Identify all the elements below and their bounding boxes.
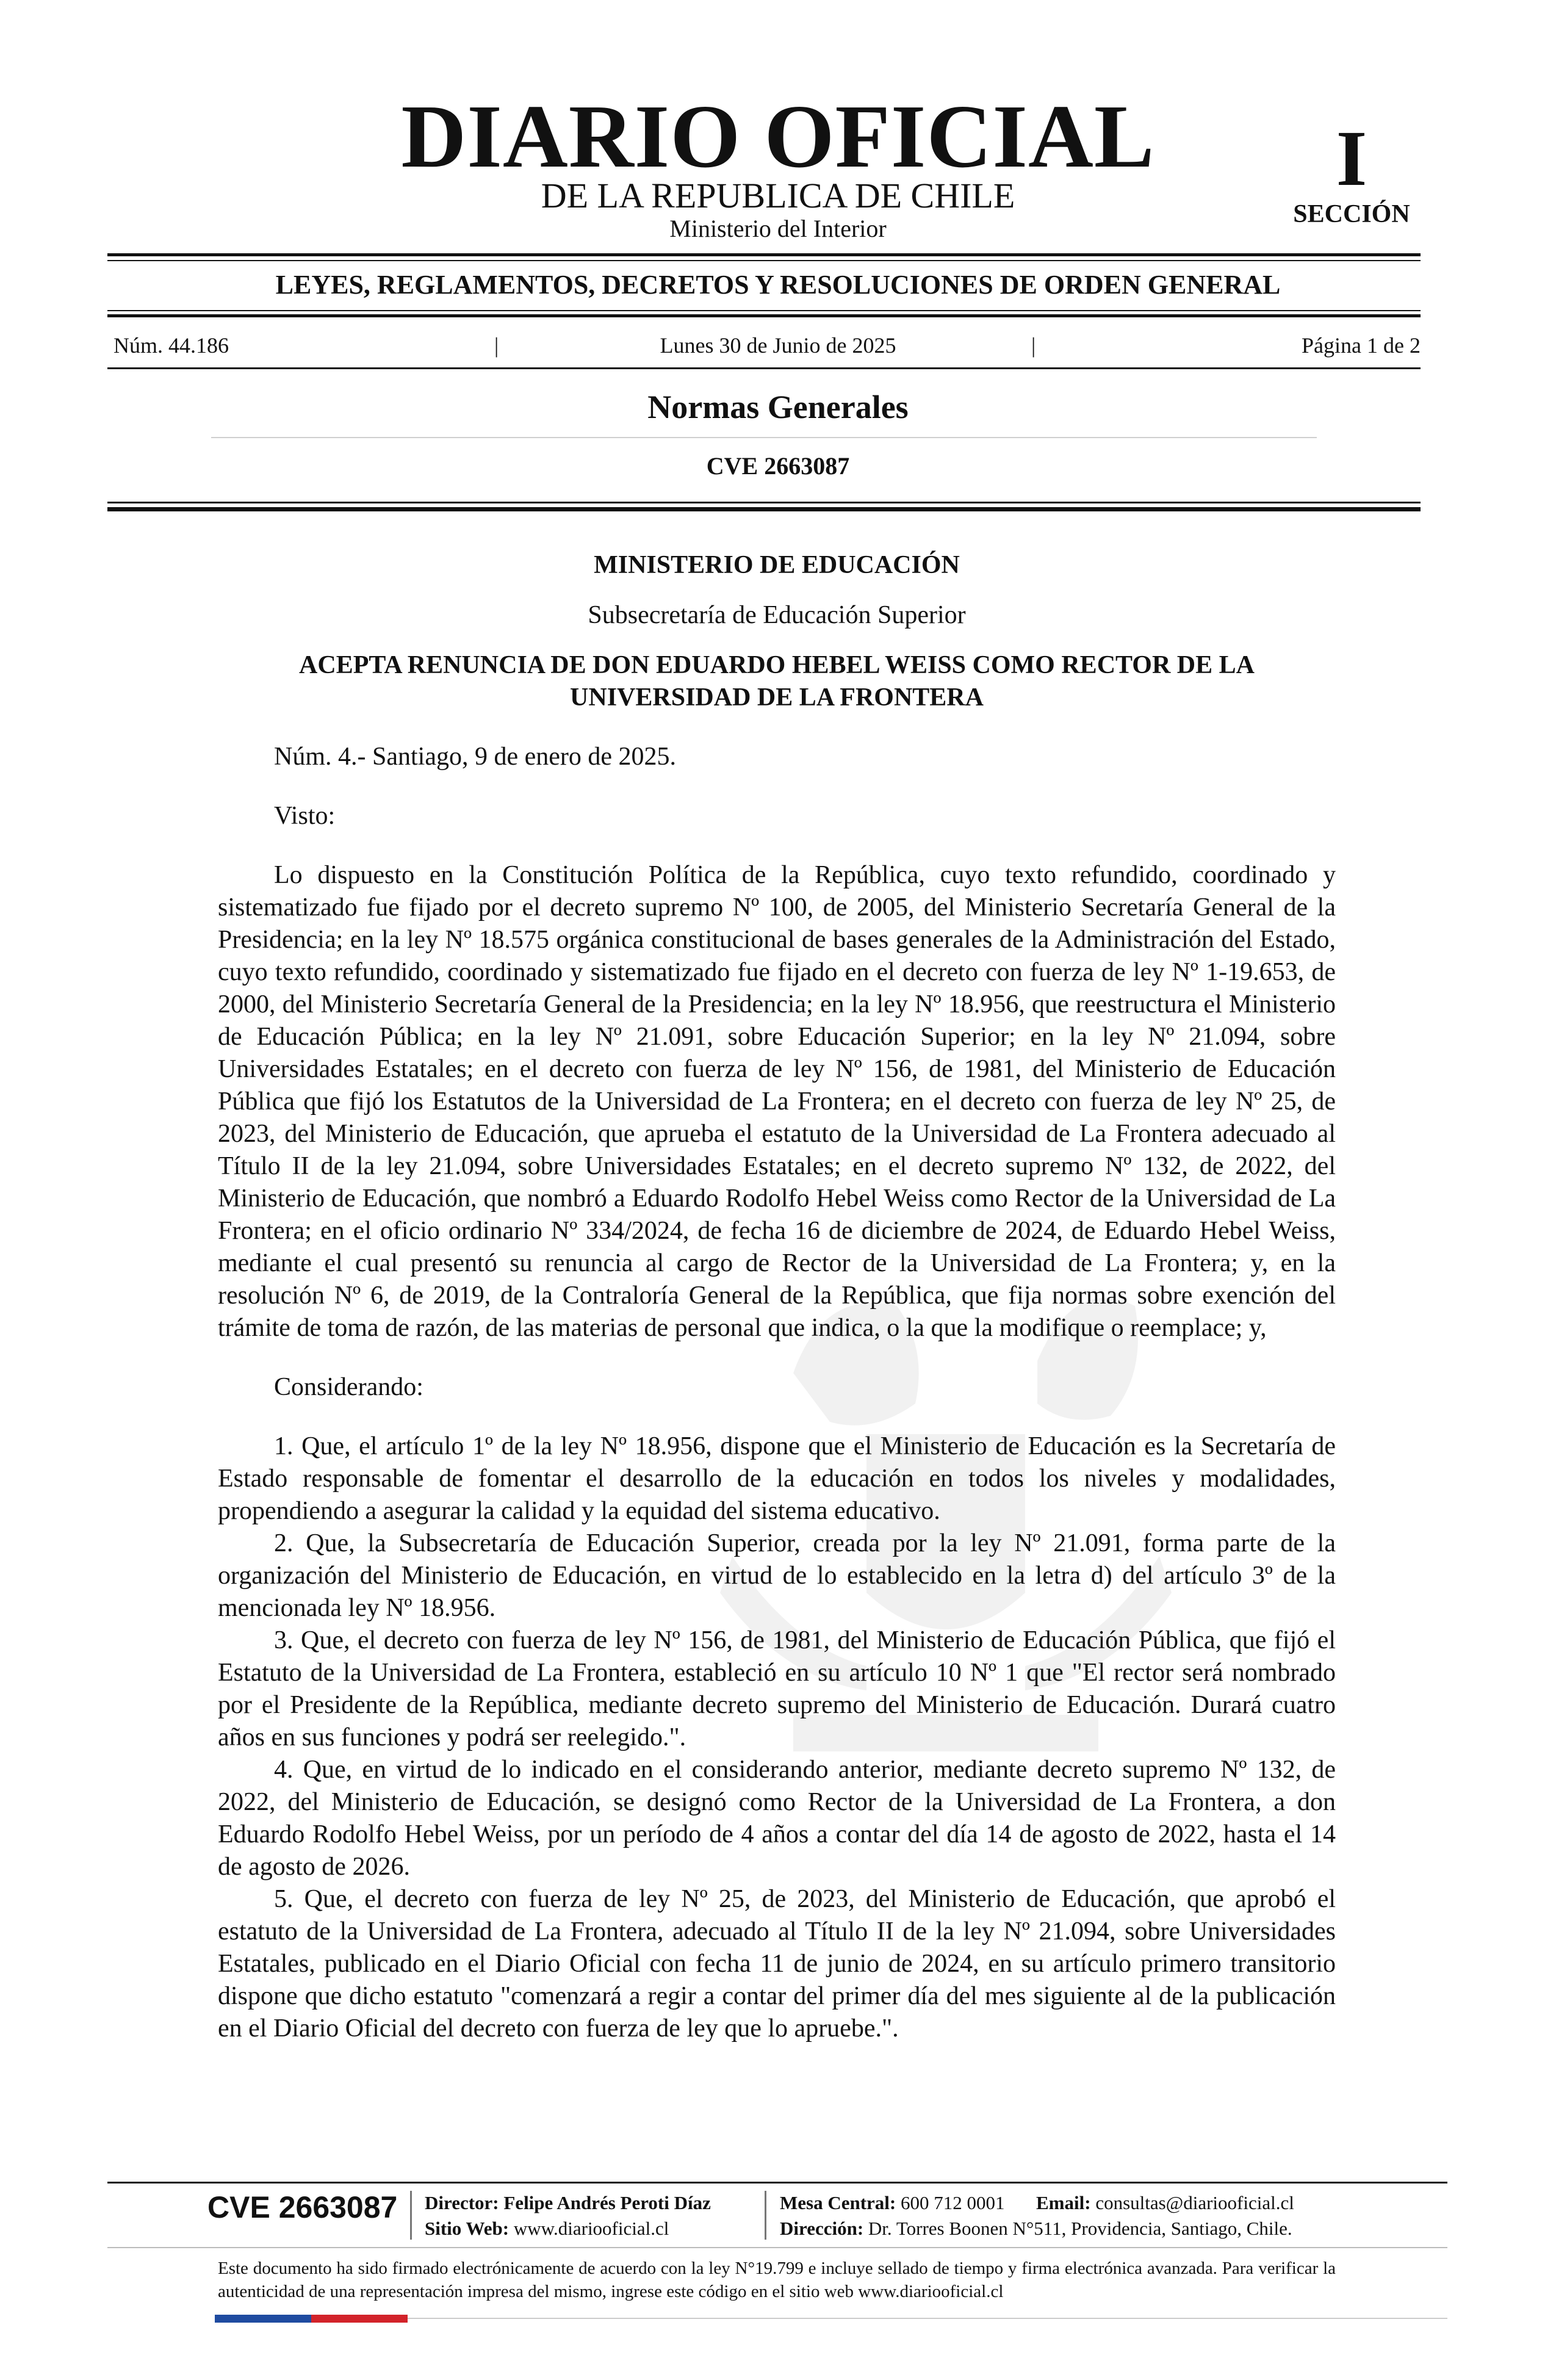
flag-stripe-red: [311, 2315, 408, 2323]
issue-page: Página 1 de 2: [1302, 333, 1421, 358]
masthead-rule-top: [107, 253, 1421, 256]
considerando-item: 1. Que, el artículo 1º de la ley Nº 18.956, dispone que el Ministerio de Educación es la Secretaría de Estado responsable de fomentar el desarrollo de la educación en todos los niveles y modalidades, propendiendo a asegurar la calidad y la equidad del sistema educativo.: [218, 1432, 1336, 1525]
footer-contact: [780, 2191, 1294, 2215]
considerando-item: 2. Que, la Subsecretaría de Educación Superior, creada por la ley Nº 21.091, forma parte de la organización del Ministerio de Educación, en virtud de lo establecido en la letra d) del artículo 3º de la mencionada ley Nº 18.956.: [218, 1529, 1336, 1622]
header-rule-thick: [107, 507, 1421, 511]
email-label: Email:: [1036, 2192, 1091, 2213]
website-label: Sitio Web:: [425, 2218, 510, 2239]
section-title-rule: [211, 437, 1317, 438]
phone-label: Mesa Central:: [780, 2192, 896, 2213]
issue-number: Núm. 44.186: [113, 333, 229, 358]
address-label: Dirección:: [780, 2218, 864, 2239]
legal-notice: Este documento ha sido firmado electrónicamente de acuerdo con la ley N°19.799 e incluye sellado de tiempo y firma electrónica avanzada. Para verificar la autenticidad de una representación impresa del mismo, ingrese este código en el sitio web www.diariooficial.cl: [218, 2259, 1336, 2301]
document-ministry: MINISTERIO DE EDUCACIÓN: [594, 551, 960, 579]
document-undersecretary: Subsecretaría de Educación Superior: [588, 601, 966, 629]
issue-date: Lunes 30 de Junio de 2025: [660, 333, 896, 358]
masthead-title: DIARIO OFICIAL: [401, 87, 1155, 187]
website-link[interactable]: www.diariooficial.cl: [513, 2218, 669, 2239]
section-title: Normas Generales: [647, 389, 909, 425]
banner-rule-thin: [107, 310, 1421, 311]
footer-divider: [765, 2191, 766, 2240]
footer-cve-code: CVE 2663087: [207, 2190, 398, 2224]
issue-separator: |: [1031, 333, 1036, 358]
section-label: SECCIÓN: [1293, 200, 1410, 228]
director-label: Director:: [425, 2192, 499, 2213]
footer-rule: [107, 2182, 1447, 2183]
email-link[interactable]: consultas@diariooficial.cl: [1095, 2192, 1294, 2213]
banner-title: LEYES, REGLAMENTOS, DECRETOS Y RESOLUCIONES DE ORDEN GENERAL: [275, 270, 1281, 300]
address-value: Dr. Torres Boonen N°511, Providencia, Santiago, Chile.: [868, 2218, 1292, 2239]
document-body: [218, 549, 1336, 2045]
flag-rule: [408, 2318, 1447, 2319]
header-rule-thin: [107, 502, 1421, 503]
footer-website: [425, 2216, 669, 2241]
considerando-item: 5. Que, el decreto con fuerza de ley Nº 25, de 2023, del Ministerio de Educación, que aprobó el estatuto de la Universidad de La Frontera, adecuado al Título II de la ley Nº 21.094, sobre Universidades Estatales, publicado en el Diario Oficial con fecha 11 de junio de 2024, en su artículo primero transitorio dispone que dicho estatuto "comenzará a regir a contar del primer día del mes siguiente al de la publicación en el Diario Oficial del decreto con fuerza de ley que lo apruebe.".: [218, 1885, 1336, 2043]
director-name: Felipe Andrés Peroti Díaz: [503, 2192, 711, 2213]
masthead-ministry: Ministerio del Interior: [669, 215, 887, 242]
document-title: ACEPTA RENUNCIA DE DON EDUARDO HEBEL WEISS COMO RECTOR DE LA UNIVERSIDAD DE LA FRONTERA: [299, 651, 1255, 712]
banner-rule-thick: [107, 314, 1421, 317]
section-number: I: [1336, 115, 1367, 203]
footer-rule-bottom: [107, 2247, 1447, 2248]
considerando-item: 3. Que, el decreto con fuerza de ley Nº 156, de 1981, del Ministerio de Educación Pública, que fijó el Estatuto de la Universidad de La Frontera, estableció en su artículo 10 Nº 1 que "El rector será nombrado por el Presidente de la República, mediante decreto supremo del Ministerio de Educación. Durará cuatro años en sus funciones y podrá ser reelegido.".: [218, 1626, 1336, 1751]
flag-stripe-blue: [215, 2315, 311, 2323]
issue-separator: |: [494, 333, 499, 358]
considerando-item: 4. Que, en virtud de lo indicado en el considerando anterior, mediante decreto supremo Nº 132, de 2022, del Ministerio de Educación, se designó como Rector de la Universidad de La Frontera, a don Eduardo Rodolfo Hebel Weiss, por un período de 4 años a contar del día 14 de agosto de 2022, hasta el 14 de agosto de 2026.: [218, 1756, 1336, 1881]
decree-number: Núm. 4.- Santiago, 9 de enero de 2025.: [274, 743, 677, 771]
phone-value: 600 712 0001: [901, 2192, 1005, 2213]
masthead-rule-thin: [107, 260, 1421, 261]
visto-label: Visto:: [274, 802, 336, 830]
masthead-subtitle: DE LA REPUBLICA DE CHILE: [541, 176, 1015, 215]
visto-paragraph: Lo dispuesto en la Constitución Política de la República, cuyo texto refundido, coordinado y sistematizado fue fijado por el decreto supremo Nº 100, de 2005, del Ministerio Secretaría General de la Presidencia; en la ley Nº 18.575 orgánica constitucional de bases generales de la Administración del Estado, cuyo texto refundido, coordinado y sistematizado fue fijado en el decreto con fuerza de ley Nº 1-19.653, de 2000, del Ministerio Secretaría General de la Presidencia; en la ley Nº 18.956, que reestructura el Ministerio de Educación Pública; en la ley Nº 21.091, sobre Educación Superior; en la ley Nº 21.094, sobre Universidades Estatales; en el decreto con fuerza de ley Nº 156, de 1981, del Ministerio de Educación Pública que fijó los Estatutos de la Universidad de La Frontera; en el decreto con fuerza de ley Nº 25, de 2023, del Ministerio de Educación, que aprueba el estatuto de la Universidad de La Frontera adecuado al Título II de la ley 21.094, sobre Universidades Estatales; en el decreto supremo Nº 132, de 2022, del Ministerio de Educación, que nombró a Eduardo Rodolfo Hebel Weiss como Rector de la Universidad de La Frontera; en el oficio ordinario Nº 334/2024, de fecha 16 de diciembre de 2024, de Eduardo Hebel Weiss, mediante el cual presentó su renuncia al cargo de Rector de la Universidad de La Frontera; y, en la resolución Nº 6, de 2019, de la Contraloría General de la República, que fija normas sobre exención del trámite de toma de razón, de las materias de personal que indica, o la que la modifique o reemplace; y,: [218, 861, 1336, 1342]
cve-code: CVE 2663087: [706, 452, 850, 480]
footer-divider: [410, 2191, 412, 2240]
considerando-label: Considerando:: [274, 1373, 423, 1401]
issue-rule: [107, 367, 1421, 369]
footer-address: [780, 2216, 1292, 2241]
footer-director: [425, 2191, 711, 2215]
